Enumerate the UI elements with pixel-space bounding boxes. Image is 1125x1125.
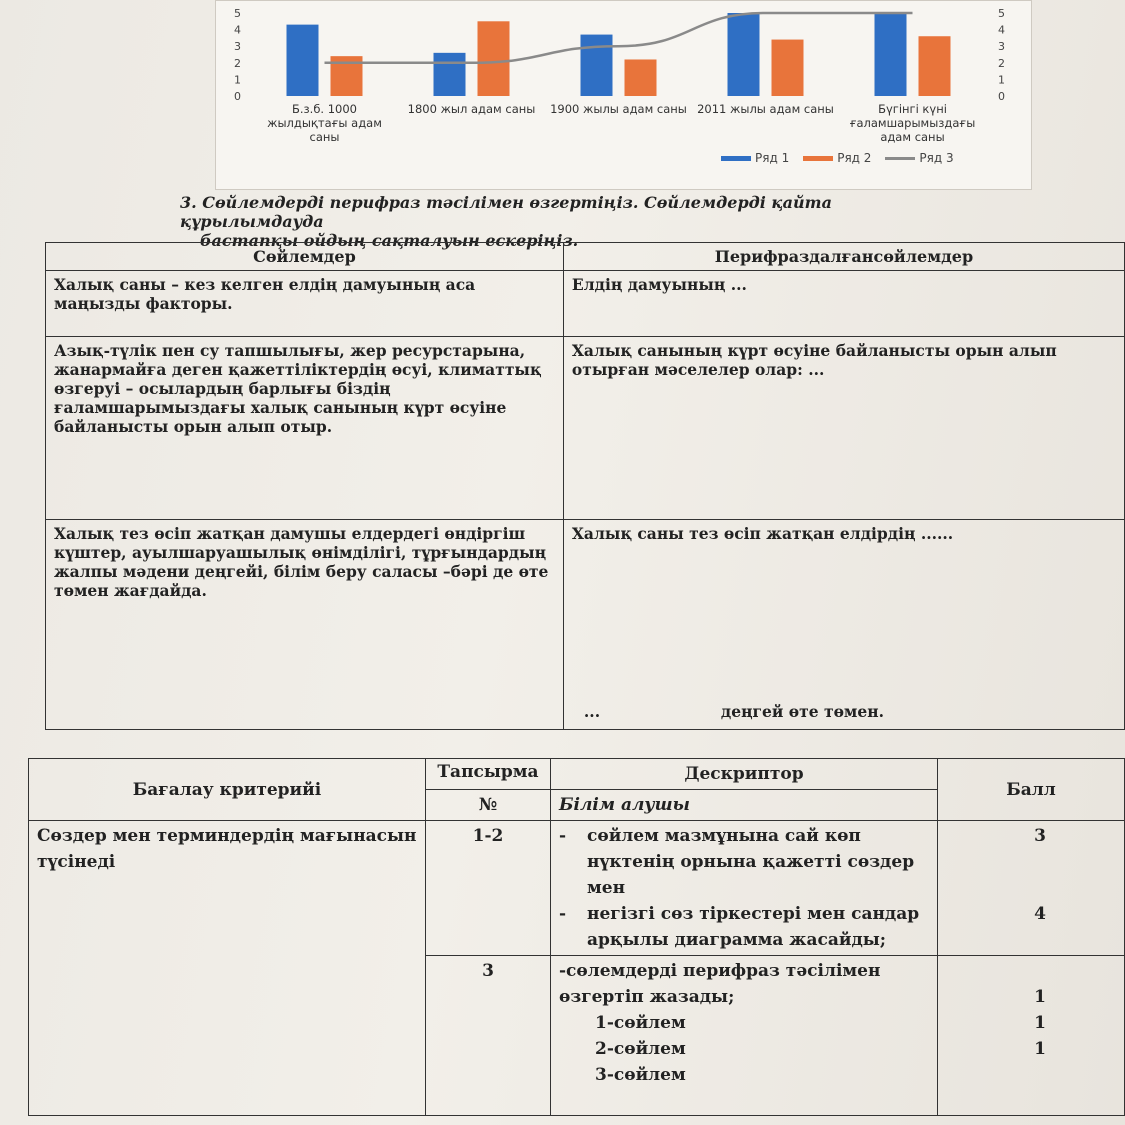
header-sentences: Сөйлемдер (46, 243, 564, 271)
task3-line1: 3. Сөйлемдерді перифраз тәсілімен өзгертіңіз. Сөйлемдерді қайта құрылымдауда (180, 193, 832, 231)
bar-series1 (287, 25, 319, 96)
paraphrase-cell[interactable]: Елдің дамуының ... (563, 271, 1124, 337)
table-row (46, 520, 1125, 730)
task-number-cell: 1-2 (426, 821, 551, 956)
bar-series1 (434, 53, 466, 96)
descriptor-cell (551, 821, 938, 956)
y-right-tick-label: 4 (998, 23, 1005, 37)
x-category-label: Бүгінгі күні (878, 102, 947, 116)
dash: - (559, 826, 567, 846)
header-task-label: Тапсырма (437, 762, 539, 782)
paraphrase-text: Халық саны тез өсіп жатқан елдірдің ...... (571, 524, 954, 543)
criteria-cell: Сөздер мен терминдердің мағынасын түсінеді (29, 821, 426, 1116)
task3-line2: бастапқы ойдың сақталуын ескеріңіз. (200, 231, 579, 250)
paraphrase-ending (584, 702, 1114, 721)
score-value: 4 (1034, 904, 1046, 924)
x-category-label: Б.з.б. 1000 (292, 102, 357, 116)
legend-swatch (721, 156, 751, 161)
x-category-label: адам саны (880, 130, 945, 144)
bar-series2 (772, 40, 804, 96)
header-task-number: № (426, 790, 551, 821)
x-category-label: ғаламшарымыздағы (849, 116, 976, 130)
y-left-tick-label: 1 (234, 73, 241, 87)
header-criteria: Бағалау критерийі (29, 759, 426, 821)
ending-text: деңгей өте төмен. (720, 702, 884, 721)
bar-series1 (581, 35, 613, 96)
score-value: 1 (1034, 1039, 1046, 1059)
legend-label: Ряд 3 (919, 151, 954, 165)
score-value: 3 (1034, 826, 1046, 846)
line-series3 (325, 13, 913, 63)
sentence-cell: Халық саны – кез келген елдің дамуының аса маңызды факторы. (46, 271, 564, 337)
bar-series1 (728, 13, 760, 96)
bar-series2 (625, 59, 657, 96)
y-right-tick-label: 1 (998, 73, 1005, 87)
header-score: Балл (938, 759, 1125, 821)
y-left-tick-label: 3 (234, 40, 241, 54)
assessment-table (28, 758, 1125, 1116)
legend-item-series3 (885, 151, 953, 165)
y-right-tick-label: 2 (998, 56, 1005, 70)
x-category-label: 1800 жыл адам саны (407, 102, 536, 116)
assessment-header-row (29, 759, 1125, 790)
table-row (46, 271, 1125, 337)
chart-legend (721, 151, 954, 165)
legend-item-series1 (721, 151, 789, 165)
population-chart (215, 0, 1032, 190)
y-left-tick-label: 4 (234, 23, 241, 37)
assessment-row (29, 821, 1125, 956)
dash: - (559, 904, 567, 924)
paraphrase-table (45, 242, 1125, 730)
y-right-tick-label: 3 (998, 40, 1005, 54)
header-task (426, 759, 551, 790)
y-left-tick-label: 2 (234, 56, 241, 70)
task-number-cell: 3 (426, 956, 551, 1116)
bar-series2 (478, 21, 510, 96)
score-cell (938, 821, 1125, 956)
legend-swatch (885, 157, 915, 160)
x-category-label: саны (309, 130, 340, 144)
score-value: 1 (1034, 987, 1046, 1007)
x-category-label: жылдықтағы адам (267, 116, 382, 130)
y-right-tick-label: 5 (998, 7, 1005, 20)
sentence-cell: Халық тез өсіп жатқан дамушы елдердегі өндіргіш күштер, ауылшаруашылық өнімділігі, тұрғындардың жалпы мәдени деңгейі, білім беру саласы –бәрі де өте төмен жағдайда. (46, 520, 564, 730)
sentence-item: 2-сөйлем (595, 1039, 686, 1059)
sentence-item: 3-сөйлем (595, 1065, 686, 1085)
legend-label: Ряд 2 (837, 151, 872, 165)
table-row (46, 337, 1125, 520)
y-left-tick-label: 0 (234, 90, 241, 103)
x-category-label: 2011 жылы адам саны (697, 102, 834, 116)
ellipsis: ... (583, 702, 601, 721)
descriptor-text: сөйлем мазмұнына сай көп нүктенің орнына қажетті сөздер мен (587, 826, 915, 898)
paraphrase-cell[interactable]: Халық санының күрт өсуіне байланысты орын алып отырған мәселелер олар: ... (563, 337, 1124, 520)
x-category-label: 1900 жылы адам саны (550, 102, 687, 116)
y-right-tick-label: 0 (998, 90, 1005, 103)
legend-item-series2 (803, 151, 871, 165)
descriptor-text: негізгі сөз тіркестері мен сандар арқылы диаграмма жасайды; (587, 904, 920, 950)
descriptor-item (559, 823, 929, 901)
y-left-tick-label: 5 (234, 7, 241, 20)
descriptor-cell (551, 956, 938, 1116)
header-paraphrased: Перифраздалғансөйлемдер (563, 243, 1124, 271)
score-cell (938, 956, 1125, 1116)
table-header-row (46, 243, 1125, 271)
header-descriptor: Дескриптор (551, 759, 938, 790)
paraphrase-cell[interactable] (563, 520, 1124, 730)
sentence-item: 1-сөйлем (595, 1013, 686, 1033)
header-learner: Білім алушы (551, 790, 938, 821)
legend-label: Ряд 1 (755, 151, 790, 165)
legend-swatch (803, 156, 833, 161)
bar-series1 (875, 13, 907, 96)
score-value: 1 (1034, 1013, 1046, 1033)
descriptor-text: -сөлемдерді перифраз тәсілімен өзгертіп жазады; (559, 961, 881, 1007)
bar-series2 (919, 36, 951, 96)
descriptor-item (559, 901, 929, 953)
sentence-cell: Азық-түлік пен су тапшылығы, жер ресурстарына, жанармайға деген қажеттіліктердің өсуі, климаттық өзгеруі – осылардың барлығы біздің ғаламшарымыздағы халық санының күрт өсуіне байланысты орын алып отыр. (46, 337, 564, 520)
